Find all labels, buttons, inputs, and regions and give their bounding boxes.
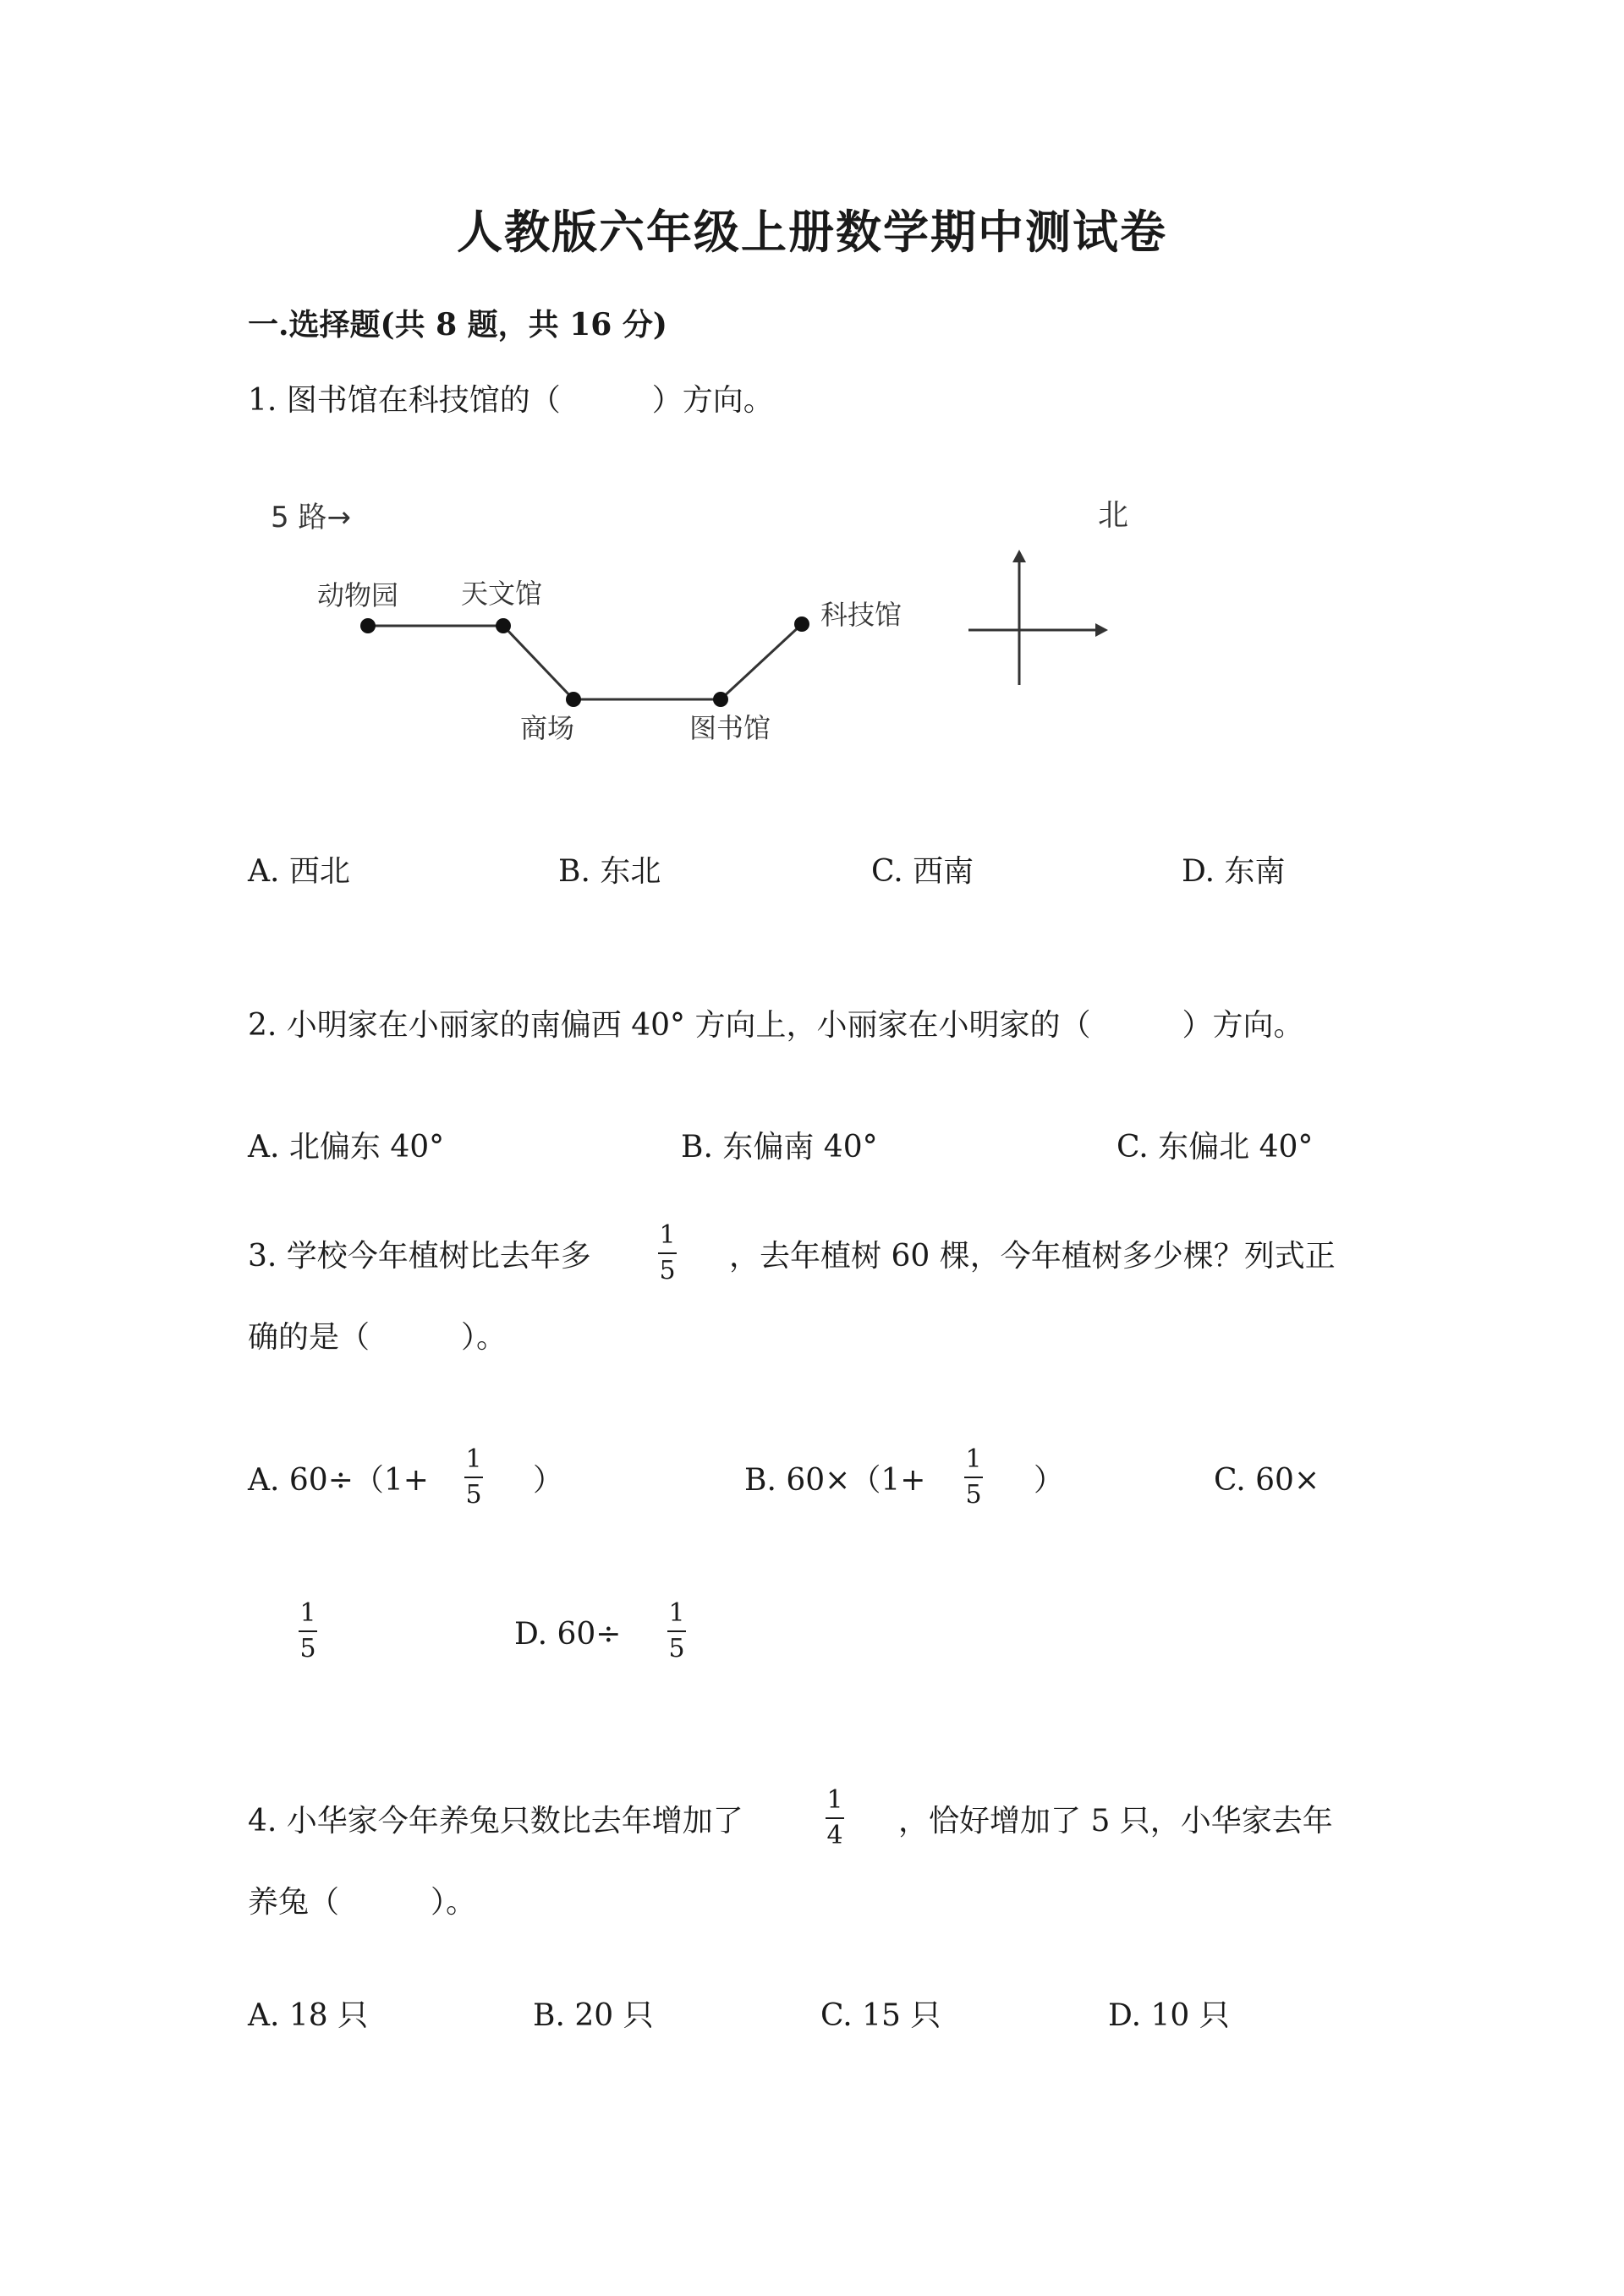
stop-label-planetarium: 天文馆 <box>461 578 543 610</box>
section-heading: 一.选择题(共 8 题，共 16 分) <box>248 307 667 342</box>
q3-option-a-close: ） <box>533 1463 564 1498</box>
stop-dot-zoo <box>360 618 376 633</box>
q1-option-d[interactable]: D. 东南 <box>1182 854 1286 889</box>
fraction-numerator: 1 <box>668 1598 685 1628</box>
q3-fraction-denominator: 5 <box>659 1256 676 1285</box>
fraction-denominator: 5 <box>299 1634 316 1663</box>
q1-route-map <box>245 486 1159 757</box>
fraction-denominator: 5 <box>668 1634 685 1663</box>
q3-option-c-fraction <box>299 1600 317 1663</box>
q1-option-b[interactable]: B. 东北 <box>558 854 661 889</box>
q4-option-c[interactable]: C. 15 只 <box>820 1998 941 2033</box>
question-3-stem-line2: 确的是（ ）。 <box>248 1320 508 1355</box>
q3-fraction <box>658 1222 677 1285</box>
question-2-stem: 2. 小明家在小丽家的南偏西 40° 方向上，小丽家在小明家的（ ）方向。 <box>248 1008 1304 1043</box>
fraction-bar <box>964 1477 983 1478</box>
q4-fraction <box>826 1787 844 1849</box>
q1-option-c[interactable]: C. 西南 <box>871 854 974 889</box>
q1-option-a[interactable]: A. 西北 <box>248 854 350 889</box>
question-4-stem-part2: ，恰好增加了 5 只，小华家去年 <box>898 1804 1333 1838</box>
q4-option-b[interactable]: B. 20 只 <box>533 1998 654 2033</box>
map-route-line <box>368 624 802 699</box>
stop-label-library: 图书馆 <box>689 712 771 744</box>
stop-label-mall: 商场 <box>520 712 575 744</box>
stop-dot-library <box>713 692 728 707</box>
stop-dot-mall <box>566 692 581 707</box>
fraction-denominator: 5 <box>465 1480 482 1510</box>
stop-dot-science-museum <box>794 616 809 632</box>
q3-option-c[interactable]: C. 60× <box>1214 1463 1320 1498</box>
q4-fraction-numerator: 1 <box>826 1785 843 1815</box>
map-route-label: 5 路→ <box>271 501 351 534</box>
stop-dot-planetarium <box>496 618 511 633</box>
q3-option-d-fraction <box>667 1600 686 1663</box>
q3-option-b-fraction <box>964 1446 983 1509</box>
q3-fraction-numerator: 1 <box>659 1220 676 1250</box>
page-title: 人教版六年级上册数学期中测试卷 <box>457 205 1167 259</box>
q3-option-a-fraction <box>464 1446 483 1509</box>
q3-option-d[interactable]: D. 60÷ <box>514 1617 622 1652</box>
stop-label-zoo: 动物园 <box>317 579 399 611</box>
fraction-numerator: 1 <box>965 1444 982 1474</box>
fraction-bar <box>658 1252 677 1254</box>
fraction-bar <box>299 1630 317 1632</box>
q2-option-c[interactable]: C. 东偏北 40° <box>1116 1130 1314 1164</box>
q4-fraction-denominator: 4 <box>826 1821 843 1850</box>
stop-label-science-museum: 科技馆 <box>820 599 903 631</box>
fraction-denominator: 5 <box>965 1480 982 1510</box>
fraction-bar <box>826 1817 844 1819</box>
question-4-stem-part1: 4. 小华家今年养兔只数比去年增加了 <box>248 1804 743 1838</box>
q2-option-a[interactable]: A. 北偏东 40° <box>248 1130 445 1164</box>
q3-option-b[interactable]: B. 60×（1+ <box>744 1463 926 1498</box>
fraction-bar <box>464 1477 483 1478</box>
question-4-stem-line2: 养兔（ ）。 <box>248 1885 477 1920</box>
map-north-label: 北 <box>1098 498 1129 533</box>
q3-option-b-close: ） <box>1034 1463 1065 1498</box>
question-3-stem-part2: ，去年植树 60 棵，今年植树多少棵？列式正 <box>729 1239 1336 1274</box>
q4-option-d[interactable]: D. 10 只 <box>1108 1998 1230 2033</box>
compass-icon <box>968 550 1108 685</box>
q4-option-a[interactable]: A. 18 只 <box>248 1998 369 2033</box>
fraction-numerator: 1 <box>465 1444 482 1474</box>
question-1-stem: 1. 图书馆在科技馆的（ ）方向。 <box>248 383 774 418</box>
q2-option-b[interactable]: B. 东偏南 40° <box>681 1130 878 1164</box>
fraction-bar <box>667 1630 686 1632</box>
q3-option-a[interactable]: A. 60÷（1+ <box>248 1463 429 1498</box>
fraction-numerator: 1 <box>299 1598 316 1628</box>
question-3-stem-part1: 3. 学校今年植树比去年多 <box>248 1239 591 1274</box>
